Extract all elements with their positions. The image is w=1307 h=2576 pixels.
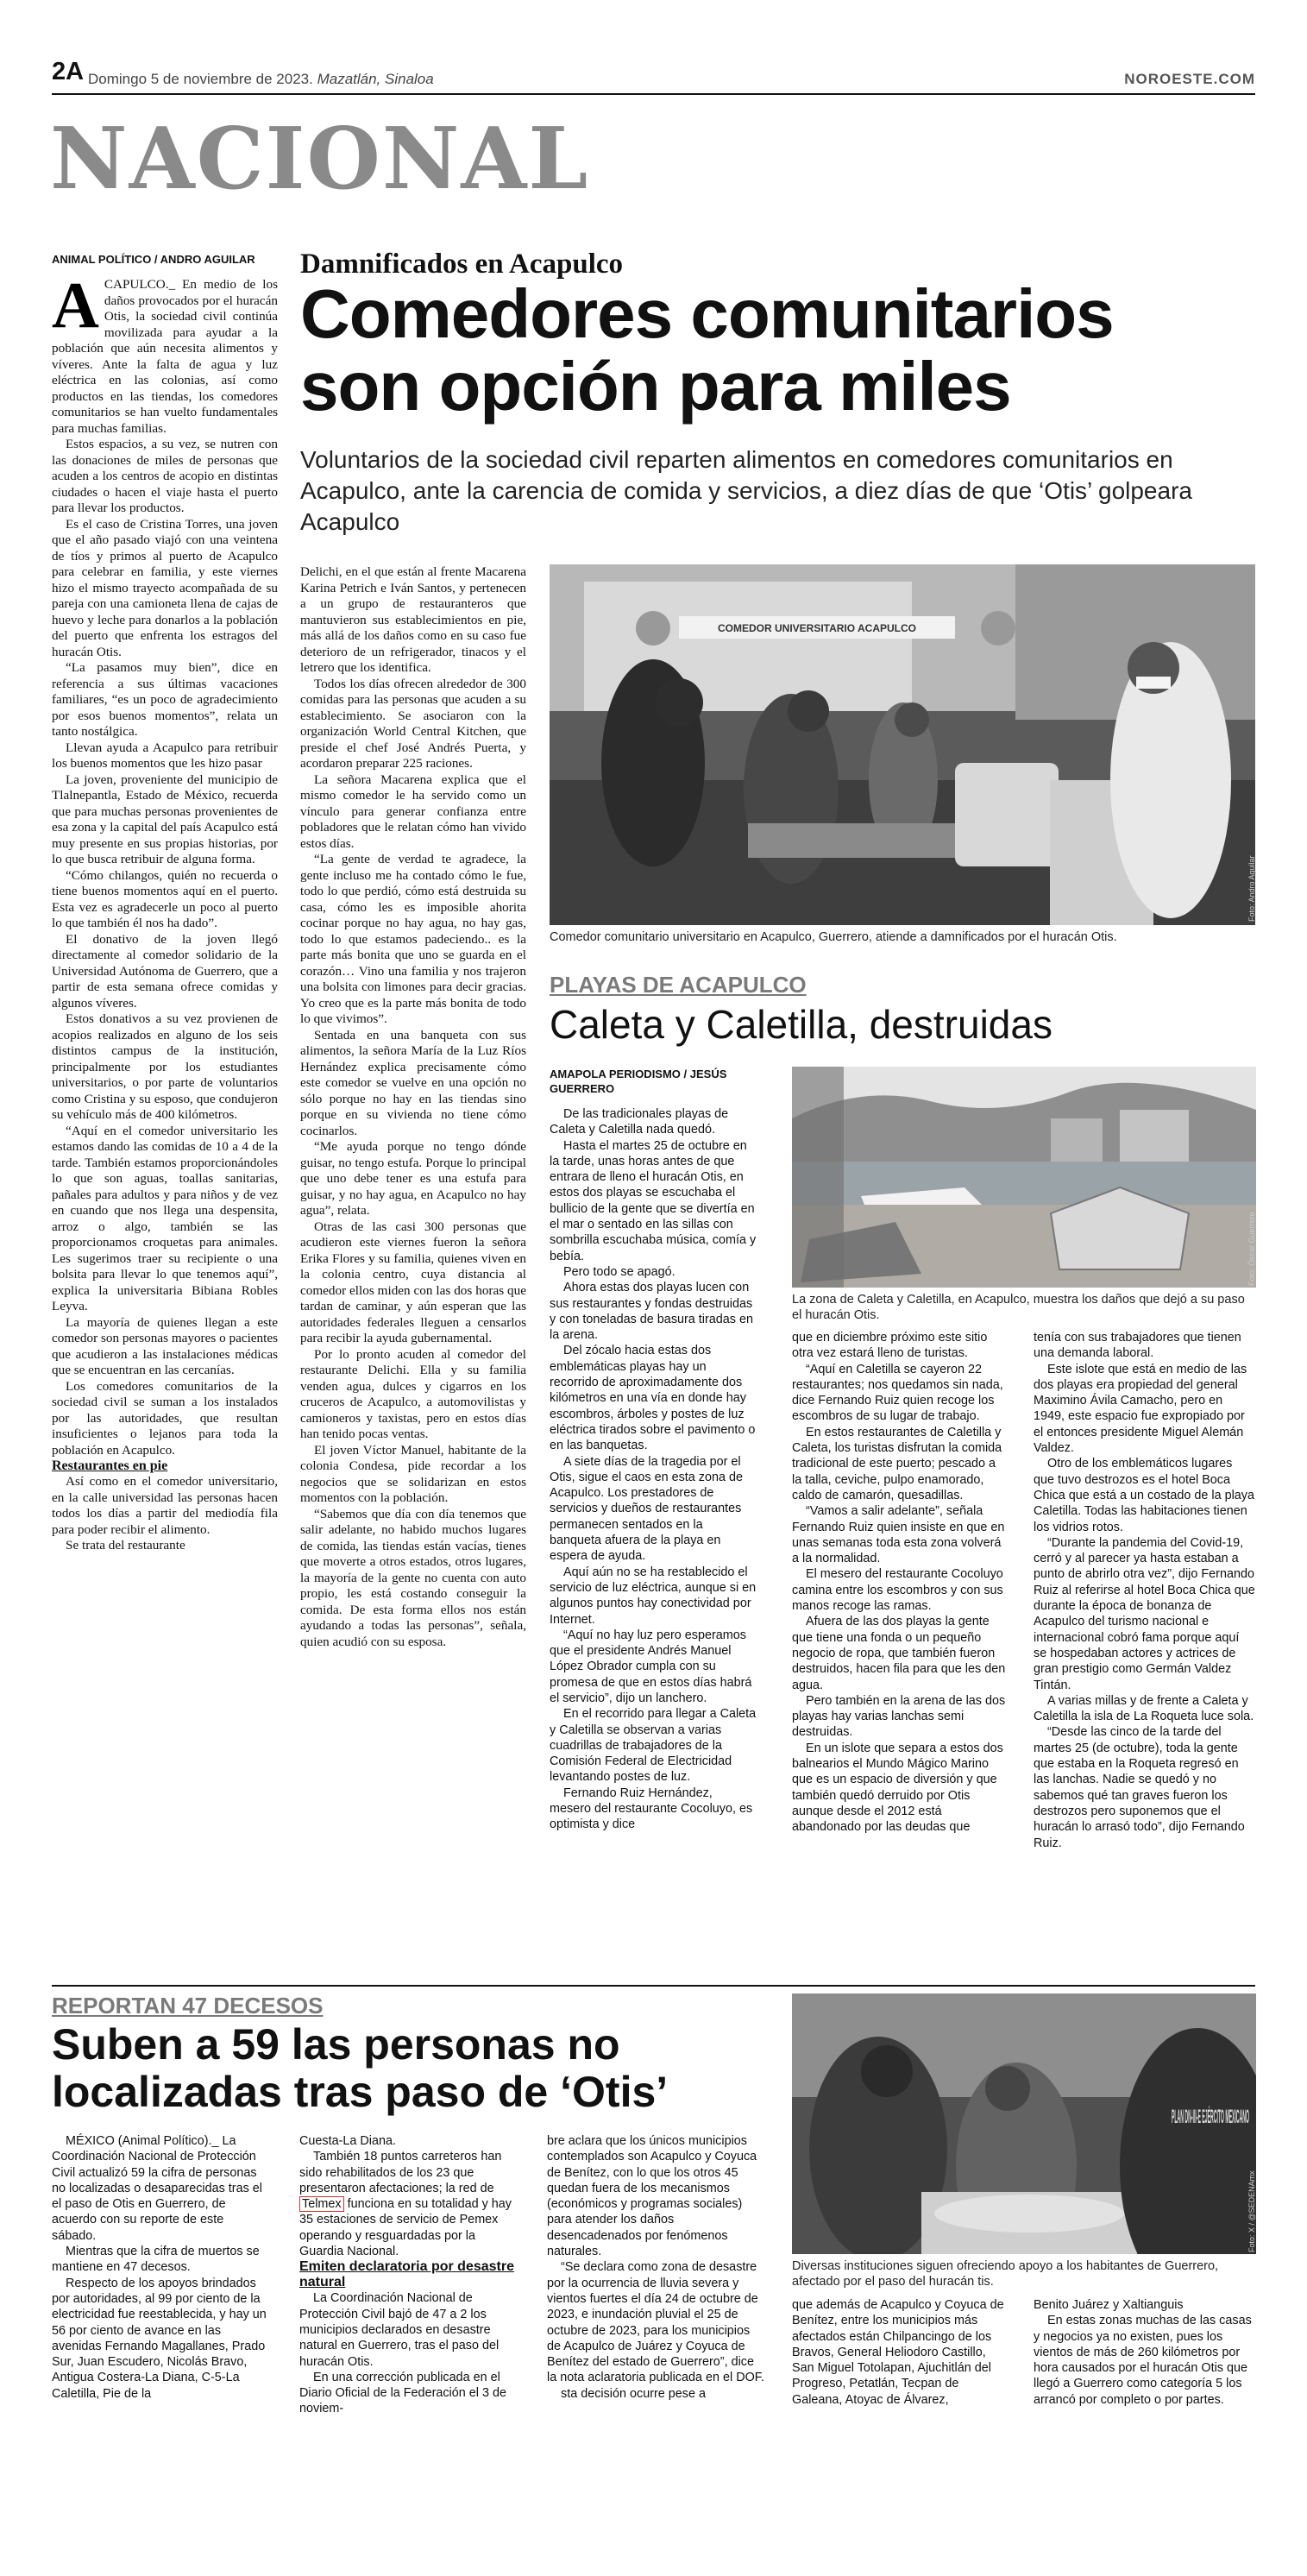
- paragraph: “Aquí no hay luz pero esperamos que el presidente Andrés Manuel López Obrador cumpla con su promesa de que en estos días habrá el servicio”, dijo un lanchero.: [550, 1628, 752, 1705]
- paragraph: La joven, proveniente del municipio de Tlalnepantla, Estado de México, recuerda que para muchas personas provenientes de esa zona y la capital del país Acapulco está muy presente en sus propias historias, por lo que busca retribuir de alguna forma.: [52, 772, 278, 866]
- paragraph: Respecto de los apoyos brindados por autoridades, al 99 por ciento de la electricidad fue reestablecida, y hay un 56 por ciento de avance en las avenidas Fernando Magallanes, Prado Sur, Juan Escudero, Nicolás Bravo, Antigua Costera-La Diana, C-5-La Caletilla, Pie de la: [52, 2276, 267, 2401]
- paragraph: sta decisión ocurre pese a: [561, 2386, 706, 2401]
- story1-lead: ACAPULCO._ En medio de los daños provocados por el huracán Otis, la sociedad civil continúa movilizada para ayudar a la población que aún necesita alimentos y víveres. Ante la falta de agua y luz eléctrica en las colonias, así como productos en las tiendas, los comedores comunitarios se han vuelto fundamentales para muchas familias.: [52, 269, 278, 436]
- story1-photo: [550, 564, 1255, 925]
- story3-column-2: [299, 2133, 517, 2539]
- story2-column-3: [1034, 1330, 1255, 1980]
- header-rule: [52, 93, 1255, 95]
- paragraph: “Desde las cinco de la tarde del martes 25 (de octubre), toda la gente que estaba en la Roqueta regresó en las lanchas. Nadie se quedó y no sabemos qué tan graves fueron los destrozos pero suponemos que el huracán lo arrasó todo”, dijo Fernando Ruiz.: [1034, 1725, 1245, 1850]
- story2-byline: AMAPOLA PERIODISMO / JESÚS GUERRERO: [550, 1068, 727, 1095]
- story3-column-3: [547, 2133, 764, 2539]
- paragraph: “Sabemos que día con día tenemos que salir adelante, no habido muchos lugares de comida, las tiendas están vacías, tienes que moverte a otros estados, otros lugares, la mayoría de la gente no cuenta con auto propio, les está costando conseguir la comida. De esta forma ellos nos están ayudando a todas las personas”, señala, quien acudió con su esposa.: [300, 1506, 526, 1649]
- paragraph: MÉXICO (Animal Político)._ La Coordinación Nacional de Protección Civil actualizó 59 la cifra de personas no localizadas o desaparecidas tras el el paso de Otis en Guerrero, de acuerdo con su reporte de este sábado.: [52, 2134, 262, 2243]
- paragraph: Delichi, en el que están al frente Macarena Karina Petrich e Iván Santos, y pertenecen a un grupo de restauranteros que mantuvieron sus establecimientos en pie, más allá de los daños como en su caso fue deterioro de un refrigerador, tinacos y el letrero que los identifica.: [300, 564, 526, 675]
- story2-photo-caption: La zona de Caleta y Caletilla, en Acapulco, muestra los daños que dejó a su paso el huracán Otis.: [792, 1293, 1245, 1322]
- paragraph: El joven Víctor Manuel, habitante de la colonia Condesa, pide recordar a los negocios que se solidarizan en estos momentos con la población.: [300, 1442, 526, 1505]
- story1-photo-caption: Comedor comunitario universitario en Acapulco, Guerrero, atiende a damnificados por el huracán Otis.: [550, 930, 1117, 944]
- paragraph: “La gente de verdad te agradece, la gente incluso me ha contado cómo le fue, todo lo que perdió, cómo está destruida su casa, cómo les es imposible ahorita cocinar porque no hay agua, no hay gas, todo lo que estamos padeciendo.. es la parte más bonita que uno se guarda en el corazón… Vino una familia y nos trajeron una bolsita con limones para decir gracias. Yo creo que es la parte más bonita de todo lo que vivimos”.: [300, 852, 526, 1026]
- story1-column-2: [300, 564, 526, 1980]
- issue-location: Mazatlán, Sinaloa: [317, 71, 434, 87]
- paragraph: tenía con sus trabajadores que tienen una demanda laboral.: [1034, 1331, 1241, 1361]
- story1-deck: Voluntarios de la sociedad civil reparten alimentos en comedores comunitarios en Acapulco, ante la carencia de comida y servicios, a diez días de que ‘Otis’ golpeara Acapulco: [300, 446, 1192, 535]
- paragraph: “Aquí en Caletilla se cayeron 22 restaurantes; nos quedamos sin nada, dice Fernando Ruiz quien recoge los escombros de su lugar de trabajo.: [792, 1362, 1003, 1424]
- paragraph: Todos los días ofrecen alrededor de 300 comidas para las personas que acuden a su establecimiento. Se asociaron con la organización World Central Kitchen, que preside el chef José Andrés Puerta, y acordaron preparar 225 raciones.: [300, 676, 526, 771]
- paragraph: bre aclara que los únicos municipios contemplados son Acapulco y Coyuca de Benítez, con lo que los otros 45 quedan fuera de los mecanismos (económicos y programas sociales) para atender los daños desencadenados por fenómenos naturales.: [547, 2134, 757, 2259]
- paragraph: En una corrección publicada en el Diario Oficial de la Federación el 3 de noviem-: [299, 2370, 506, 2416]
- paragraph: Los comedores comunitarios de la sociedad civil se suman a los instalados por las autoridades, que resultan insuficientes o lejanos para toda la población en Acapulco.: [52, 1378, 278, 1458]
- story2-photo-credit: Foto: Óscar Guerrero: [1247, 1212, 1256, 1286]
- comedor-sign-text: COMEDOR UNIVERSITARIO ACAPULCO: [717, 622, 917, 634]
- story1-kicker: Damnificados en Acapulco: [300, 249, 624, 280]
- story2-headline: Caleta y Caletilla, destruidas: [550, 1002, 1053, 1047]
- paragraph: Afuera de las dos playas la gente que tiene una fonda o un pequeño negocio de ropa, que también fueron destruidos, hacen fila para que les den agua.: [792, 1615, 1006, 1692]
- section-title: NACIONAL: [50, 110, 590, 209]
- paragraph: Este islote que está en medio de las dos playas era propiedad del general Maximino Ávila Camacho, pero en 1949, este espacio fue expropiado por el entonces presidente Miguel Alemán Valdez.: [1034, 1362, 1247, 1456]
- story3-photo: [792, 1993, 1256, 2254]
- army-photo-illustration: [792, 1993, 1256, 2254]
- paragraph: Otro de los emblemáticos lugares que tuvo destrozos es el hotel Boca Chica que está a un costado de la playa Caletilla. Todas las habitaciones tienen los vidrios rotos.: [1034, 1457, 1255, 1534]
- paragraph: Otras de las casi 300 personas que acudieron este viernes fueron la señora Erika Flores y su familia, quienes viven en la colonia centro, cuya distancia al comedor ellos miden con las dos horas que tardan de caminar, y aún esperan que las autoridades federales lleguen a censarlos para recibir la ayuda gubernamental.: [300, 1219, 526, 1345]
- paragraph: “La pasamos muy bien”, dice en referencia a sus últimas vacaciones familiares, “es un poco de agradecimiento por esos buenos momentos”, relata un tanto nostálgica.: [52, 660, 278, 739]
- paragraph: Es el caso de Cristina Torres, una joven que el año pasado viajó con una veintena de tíos y primos al puerto de Acapulco para celebrar en familia, y este viernes hizo el mismo trayecto acompañada de su pareja con una camioneta llena de cajas de huevo y leche para donarlos a la población del puerto que enfrenta los estragos del huracán Otis.: [52, 516, 278, 659]
- army-patch-text: PLAN DN-III-E EJÉRCITO MEXICANO: [1172, 2106, 1249, 2127]
- paragraph: Así como en el comedor universitario, en la calle universidad las personas hacen todos los días a partir del mediodía fila para poder recibir el alimento.: [52, 1474, 278, 1537]
- paragraph: De las tradicionales playas de Caleta y Caletilla nada quedó.: [550, 1107, 729, 1137]
- paragraph: “Vamos a salir adelante”, señala Fernando Ruiz quien insiste en que en unas semanas toda esta zona volverá a la normalidad.: [792, 1504, 1005, 1566]
- paragraph: A siete días de la tragedia por el Otis, sigue el caos en esta zona de Acapulco. Los prestadores de servicios y dueños de restaurantes permanecen sentados en la banqueta afuera de la playa en espera de ayuda.: [550, 1454, 743, 1564]
- paragraph: Pero todo se apagó.: [563, 1264, 675, 1279]
- paragraph: que en diciembre próximo este sitio otra vez estará lleno de turistas.: [792, 1331, 988, 1361]
- paragraph: El mesero del restaurante Cocoluyo camina entre los escombros y con sus manos recoge las ramas.: [792, 1567, 1003, 1614]
- story3-column-1: [52, 2133, 269, 2539]
- paragraph: En estas zonas muchas de las casas y negocios ya no existen, pues los vientos de más de 260 kilómetros por hora causados por el huracán Otis que llegó a Guerrero como categoría 5 los arrancó por completo o por partes.: [1034, 2314, 1252, 2407]
- paragraph: También 18 puntos carreteros han sido rehabilitados de los 23 que presentaron afectaciones; la red de Telmex funciona en su totalidad y hay 35 estaciones de servicio de Pemex operando y resguardadas por la Guardia Nacional.: [299, 2150, 512, 2259]
- paragraph: “Aquí en el comedor universitario les estamos dando las comidas de 10 a 4 de la tarde. También estamos proporcionándoles lo que son aguas, toallas sanitarias, pañales para adultos y para niños y de vez en cuando que nos llega una despensita, arroz o algo, también se las proporcionamos croquetas para animales. Les sugerimos traer su recipiente o una bolsita para llevar lo que tenemos aquí”, explica la universitaria Bibiana Robles Leyva.: [52, 1123, 278, 1313]
- telmex-highlight: Telmex: [299, 2196, 344, 2212]
- paragraph: Mientras que la cifra de muertos se mantiene en 47 decesos.: [52, 2245, 260, 2275]
- paragraph: Pero también en la arena de las dos playas hay varias lanchas semi destruidas.: [792, 1693, 1006, 1740]
- paragraph: “Se declara como zona de desastre por la ocurrencia de lluvia severa y vientos fuertes el día 24 de octubre de 2023, e inundación pluvial el 25 de octubre de 2023, para los municipios de Acapulco de Juárez y Coyuca de Benítez del estado de Guerrero”, dice la nota aclaratoria publicada en el DOF.: [547, 2260, 764, 2385]
- story2-kicker: PLAYAS DE ACAPULCO: [550, 972, 807, 998]
- caleta-photo-illustration: [792, 1067, 1256, 1288]
- paragraph: Benito Juárez y Xaltianguis: [1034, 2298, 1184, 2312]
- paragraph: La Coordinación Nacional de Protección Civil bajó de 47 a 2 los municipios declarados en desastre natural en Guerrero, tras el paso del huracán Otis.: [299, 2291, 500, 2369]
- paragraph: Ahora estas dos playas lucen con sus restaurantes y fondas destruidas y con toneladas de basura tiradas en la arena.: [550, 1281, 754, 1343]
- paragraph: que además de Acapulco y Coyuca de Benítez, entre los municipios más afectados están Chilpancingo de los Bravos, General Heliodoro Castillo, San Miguel Totolapan, Ajuchitlán del Progreso, Petatlán, Tecpan de Galeana, Atoyac de Álvarez,: [792, 2298, 1004, 2407]
- paragraph: Por lo pronto acuden al comedor del restaurante Delichi. Ella y su familia venden agua, dulces y cigarros en los cruceros de Acapulco, a automovilistas y camioneros y taxistas, pero en estos días han tenido pocas ventas.: [300, 1346, 526, 1441]
- story3-kicker: REPORTAN 47 DECESOS: [52, 1993, 324, 2019]
- story1-headline: Comedores comunitarios son opción para miles: [300, 275, 1114, 425]
- story1-subhead: Restaurantes en pie: [52, 1458, 168, 1473]
- paragraph: Estos espacios, a su vez, se nutren con las donaciones de miles de personas que acuden a los centros de acopio en distintas ciudades o hacen el viaje hasta el puerto para llevar los productos.: [52, 437, 278, 515]
- page-number: 2A: [52, 58, 85, 85]
- story3-photo-caption: Diversas instituciones siguen ofreciendo apoyo a los habitantes de Guerrero, afectado por el paso del huracán tis.: [792, 2259, 1219, 2289]
- paragraph: Del zócalo hacia estas dos emblemáticas playas hay un recorrido de aproximadamente dos kilómetros en una vía en donde hay escombros, árboles y postes de luz eléctrica tirados sobre el pavimento o en las banquetas.: [550, 1344, 756, 1453]
- paragraph: Estos donativos a su vez provienen de acopios realizados en alguno de los seis distintos campus de la institución, principalmente por los estudiantes universitarios, o por parte de voluntarios como Cristina y su esposo, que condujeron su vehículo más de 400 kilómetros.: [52, 1011, 278, 1122]
- story3-column-5: [1034, 2297, 1255, 2539]
- paragraph: Hasta el martes 25 de octubre en la tarde, unas horas antes de que entrara de lleno el huracán Otis, en estos dos playas se escuchaba el bullicio de la gente que se divertía en el mar o sentado en las sillas con sombrilla escuchaba música, comía y bebía.: [550, 1138, 757, 1263]
- paragraph: A varias millas y de frente a Caleta y Caletilla la isla de La Roqueta luce sola.: [1034, 1693, 1254, 1724]
- paragraph: El donativo de la joven llegó directamente al comedor solidario de la Universidad Autónoma de Guerrero, que a partir de esta semana ofrece comidas y algunos víveres.: [52, 931, 278, 1011]
- issue-date: Domingo 5 de noviembre de 2023. Mazatlán, Sinaloa: [88, 71, 434, 87]
- site-link[interactable]: NOROESTE.COM: [1124, 71, 1255, 87]
- story3-column-4: [792, 2297, 1008, 2539]
- story2-column-2: [792, 1330, 1008, 1980]
- drop-cap: A: [52, 269, 99, 342]
- paragraph: En el recorrido para llegar a Caleta y Caletilla se observan a varias cuadrillas de trabajadores de la Comisión Federal de Electricidad levantando postes de luz.: [550, 1707, 757, 1785]
- story3-photo-credit: Foto: X / @SEDENAmx: [1247, 2170, 1256, 2252]
- story2-photo: [792, 1067, 1256, 1288]
- story3-subhead: Emiten declaratoria por desastre natural: [299, 2259, 514, 2290]
- story1-photo-credit: Foto: Andro Aguilar: [1247, 855, 1256, 922]
- paragraph: Fernando Ruiz Hernández, mesero del restaurante Cocoluyo, es optimista y dice: [550, 1786, 753, 1832]
- comedor-photo-illustration: [550, 564, 1255, 925]
- paragraph: Cuesta-La Diana.: [299, 2134, 396, 2148]
- paragraph: Aquí aún no se ha restablecido el servicio de luz eléctrica, aunque si en algunos puntos hay conectividad por Internet.: [550, 1565, 757, 1627]
- paragraph: En estos restaurantes de Caletilla y Caleta, los turistas disfrutan la comida tradicional de este puerto; pescado a la talla, ceviche, pulpo enamorado, caldo de camarón, quesadillas.: [792, 1425, 1002, 1502]
- story3-headline: Suben a 59 las personas no localizadas tras paso de ‘Otis’: [52, 2020, 669, 2116]
- story-divider: [52, 1985, 1255, 1987]
- story1-byline: ANIMAL POLÍTICO / ANDRO AGUILAR: [52, 253, 255, 266]
- paragraph: “Me ayuda porque no tengo dónde guisar, no tengo estufa. Porque lo principal que uno debe tener es una estufa para guisar, y no hay agua, en Acapulco no hay agua”, relata.: [300, 1139, 526, 1218]
- paragraph: Sentada en una banqueta con sus alimentos, la señora María de la Luz Ríos Hernández explica precisamente cómo este comedor se vuelve en una opción no sólo porque no hay en las tiendas sino porque en su vivienda no tiene cómo cocinarlos.: [300, 1027, 526, 1138]
- paragraph: Se trata del restaurante: [66, 1538, 185, 1553]
- story1-column-1: [52, 252, 278, 1978]
- paragraph: En un islote que separa a estos dos balnearios el Mundo Mágico Marino que es un espacio de diversión y que también quedó derruido por Otis aunque desde el 2012 está abandonado por las deudas que: [792, 1741, 1003, 1835]
- paragraph: La señora Macarena explica que el mismo comedor le ha servido como un vínculo para generar confianza entre pobladores que le relatan cómo han vivido estos días.: [300, 772, 526, 851]
- story2-column-1: [550, 1067, 757, 1980]
- paragraph: Llevan ayuda a Acapulco para retribuir los buenos momentos que les hizo pasar: [52, 740, 278, 771]
- paragraph: “Cómo chilangos, quién no recuerda o tiene buenos momentos aquí en el puerto. Esta vez es agradecerle un poco al puerto lo que también él nos ha dado”.: [52, 867, 278, 930]
- paragraph: La mayoría de quienes llegan a este comedor son personas mayores o pacientes que acudieron a las instalaciones médicas que se encuentran en las cercanías.: [52, 1314, 278, 1377]
- paragraph: “Durante la pandemia del Covid-19, cerró y al parecer ya hasta estaban a punto de abrirlo otra vez”, dijo Fernando Ruiz al referirse al hotel Boca Chica que durante la época de bonanza de Acapulco del turismo nacional e internacional cobró fama porque aquí se hospedaban actores y actrices de gran prestigio como Germán Valdez Tintán.: [1034, 1535, 1255, 1692]
